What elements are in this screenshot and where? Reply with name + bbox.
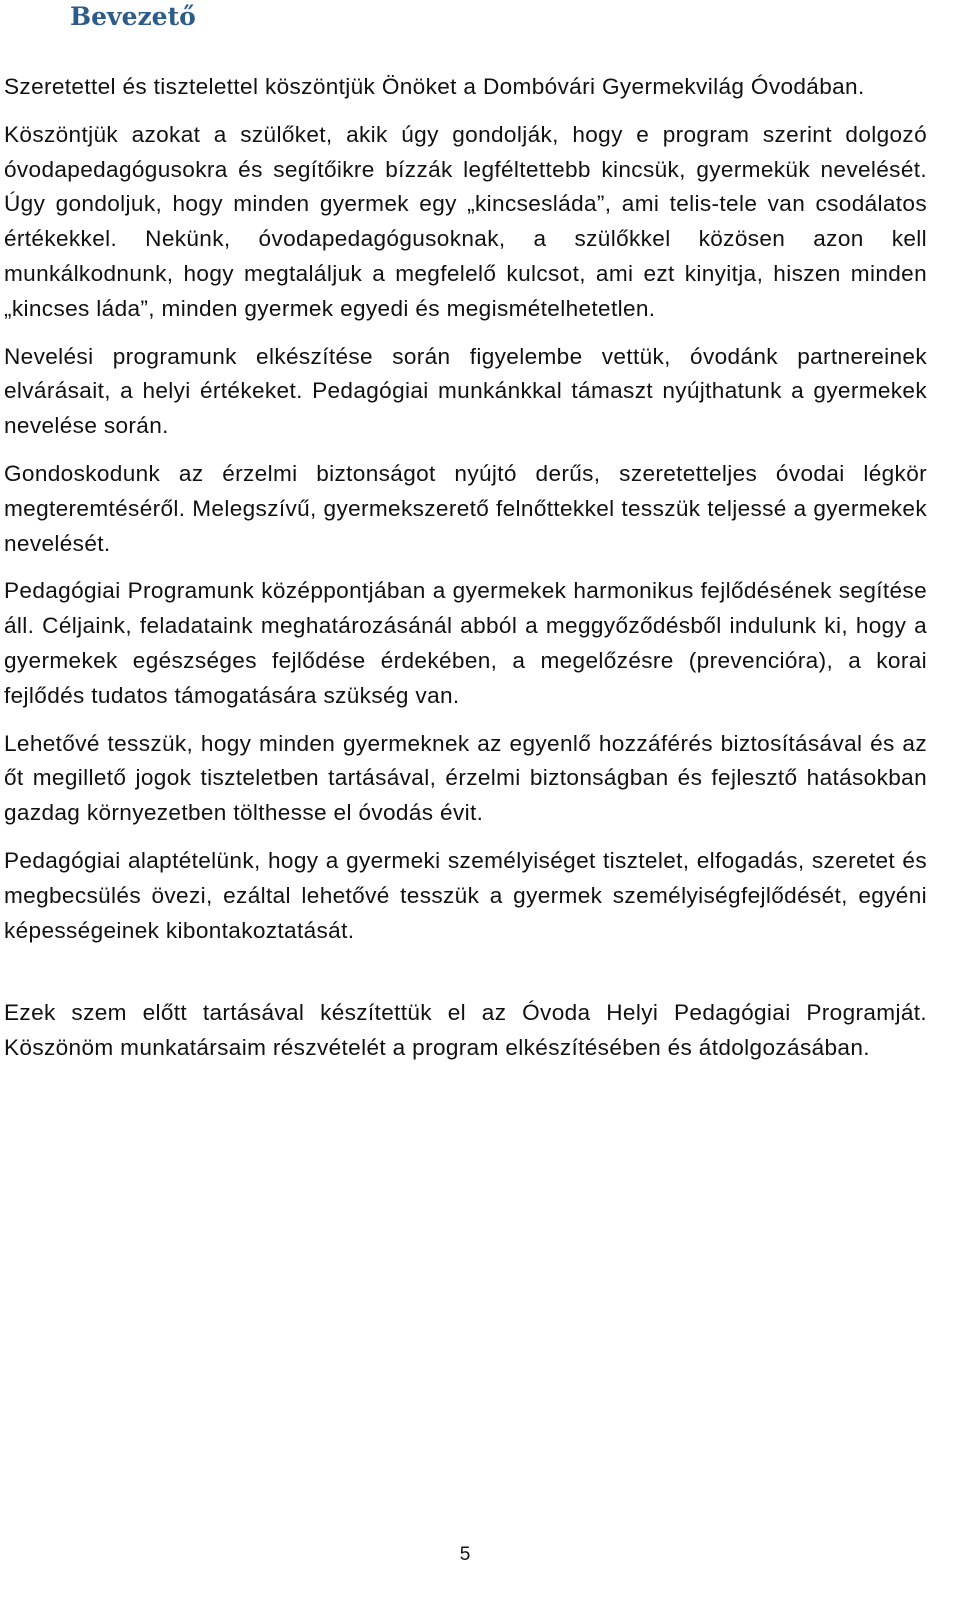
- paragraph-greeting: Szeretettel és tisztelettel köszöntjük Önöket a Dombóvári Gyermekvilág Óvodában.: [4, 74, 865, 99]
- page-number: 5: [459, 1544, 471, 1565]
- paragraph-harmonious-development: Pedagógiai Programunk középpontjában a gyermekek harmonikus fejlődésének segítése áll. Céljaink, feladataink meghatározásánál abból a meggyőződésből indulunk ki, hogy a gyermekek egészséges fejlődése érdekében, a megelőzésre (prevencióra), a korai fejlődés tudatos támogatására szükség van.: [4, 578, 927, 708]
- document-body: [4, 70, 927, 1079]
- paragraph-program-preparation: Nevelési programunk elkészítése során figyelembe vettük, óvodánk partnereinek elvárásait, a helyi értékeket. Pedagógiai munkánkkal támaszt nyújthatunk a gyermekek nevelése során.: [4, 343, 927, 439]
- section-heading: Bevezető: [70, 2, 196, 31]
- paragraph-closing: Ezek szem előtt tartásával készítettük el az Óvoda Helyi Pedagógiai Programját. Köszönöm munkatársaim részvételét a program elkészítésében és átdolgozásában.: [4, 1000, 927, 1061]
- paragraph-equal-access: Lehetővé tesszük, hogy minden gyermeknek az egyenlő hozzáférés biztosításával és az őt megillető jogok tiszteletben tartásával, érzelmi biztonságban és fejlesztő hatásokban gazdag környezetben tölthesse el óvodás évit.: [4, 730, 927, 826]
- paragraph-treasure-chest: Köszöntjük azokat a szülőket, akik úgy gondolják, hogy e program szerint dolgozó óvodapedagógusokra és segítőikre bízzák legféltettebb kincsük, gyermekük nevelését. Úgy gondoljuk, hogy minden gyermek egy „kincsesláda”, ami telis-tele van csodálatos értékekkel. Nekünk, óvodapedagógusoknak, a szülőkkel közösen azon kell munkálkodnunk, hogy megtaláljuk a megfelelő kulcsot, ami ezt kinyitja, hiszen minden „kincses láda”, minden gyermek egyedi és megismételhetetlen.: [4, 121, 927, 321]
- paragraph-pedagogical-principle: Pedagógiai alaptételünk, hogy a gyermeki személyiséget tisztelet, elfogadás, szeretet és megbecsülés övezi, ezáltal lehetővé tesszük a gyermek személyiségfejlődését, egyéni képességeinek kibontakoztatását.: [4, 847, 927, 943]
- paragraph-emotional-security: Gondoskodunk az érzelmi biztonságot nyújtó derűs, szeretetteljes óvodai légkör megteremtéséről. Melegszívű, gyermekszerető felnőttekkel tesszük teljessé a gyermekek nevelését.: [4, 460, 927, 556]
